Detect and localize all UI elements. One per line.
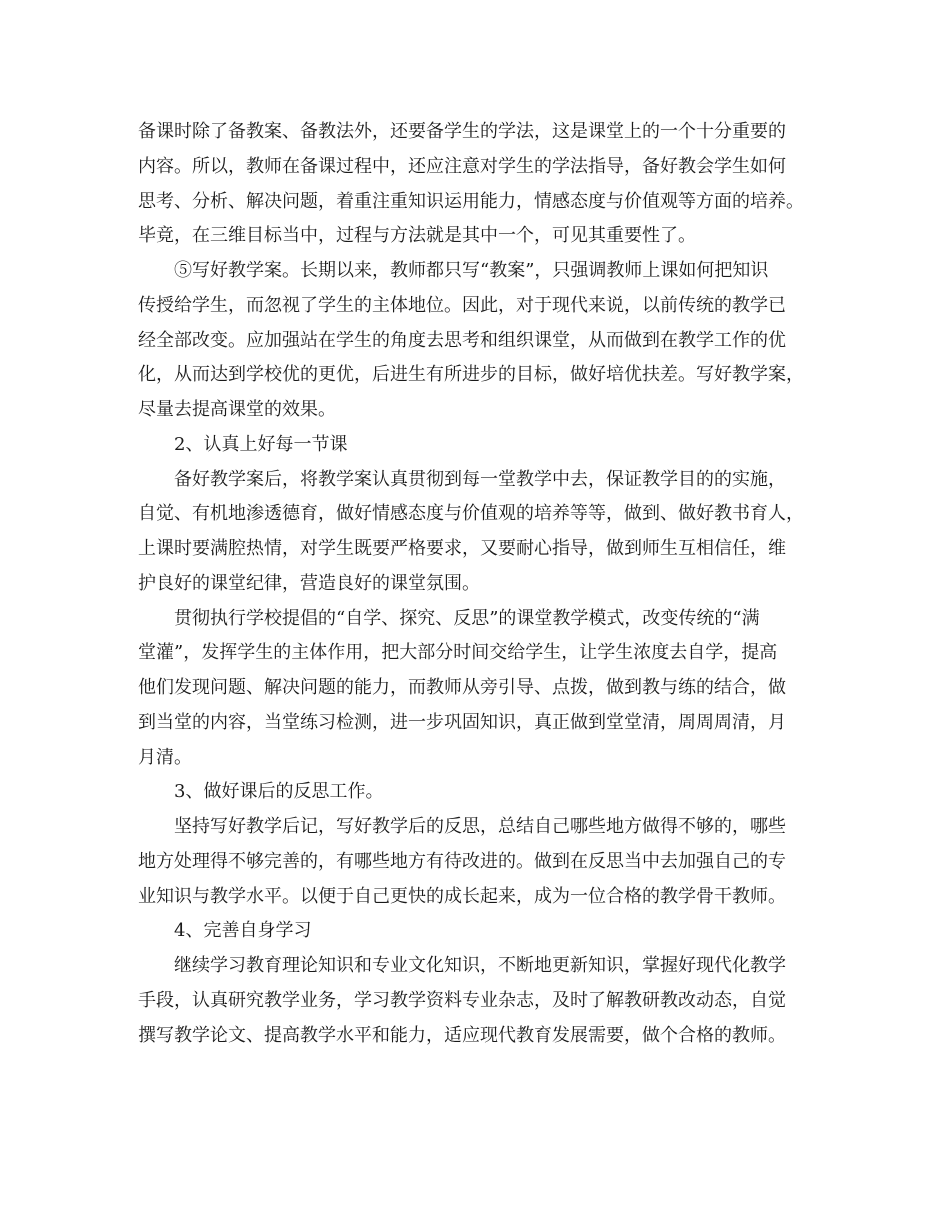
text-line: 毕竟，在三维目标当中，过程与方法就是其中一个，可见其重要性了。 <box>138 225 696 247</box>
text-line: 尽量去提高课堂的效果。 <box>138 399 336 420</box>
text-line: 手段，认真研究教学业务，学习教学资料专业杂志，及时了解教研教改动态，自觉 <box>138 989 786 1011</box>
text-line: 2、认真上好每一节课 <box>174 433 348 455</box>
text-line: 贯彻执行学校提倡的“自学、探究、反思”的课堂教学模式，改变传统的“满 <box>174 607 760 629</box>
text-line: 4、完善自身学习 <box>174 920 312 942</box>
text-line: 3、做好课后的反思工作。 <box>174 781 384 803</box>
text-line: 上课时要满腔热情，对学生既要严格要求，又要耐心指导，做到师生互相信任，维 <box>138 538 786 559</box>
text-line: 备好教学案后，将教学案认真贯彻到每一堂教学中去，保证教学目的的实施， <box>174 468 786 490</box>
text-line: 月清。 <box>138 746 192 768</box>
text-line: 地方处理得不够完善的，有哪些地方有待改进的。做到在反思当中去加强自己的专 <box>138 850 786 872</box>
text-line: 备课时除了备教案、备教法外，还要备学生的学法，这是课堂上的一个十分重要的 <box>138 121 786 142</box>
text-line: 坚持写好教学后记，写好教学后的反思，总结自己哪些地方做得不够的，哪些 <box>174 816 786 837</box>
text-line: 业知识与教学水平。以便于自己更快的成长起来，成为一位合格的教学骨干教师。 <box>138 885 786 907</box>
text-line: 继续学习教育理论知识和专业文化知识，不断地更新知识，掌握好现代化教学 <box>174 955 786 976</box>
text-line: 思考、分析、解决问题，着重注重知识运用能力，情感态度与价值观等方面的培养。 <box>138 190 804 212</box>
text-line: 化，从而达到学校优的更优，后进生有所进步的目标，做好培优扶差。写好教学案， <box>138 364 804 386</box>
document-body <box>138 115 818 1053</box>
text-line: 撰写教学论文、提高教学水平和能力，适应现代教育发展需要，做个合格的教师。 <box>138 1024 786 1046</box>
text-line: 到当堂的内容，当堂练习检测，进一步巩固知识，真正做到堂堂清，周周周清，月 <box>138 711 786 733</box>
text-line: 传授给学生，而忽视了学生的主体地位。因此，对于现代来说，以前传统的教学已 <box>138 294 786 316</box>
text-line: 护良好的课堂纪律，营造良好的课堂氛围。 <box>138 572 480 594</box>
text-line: 内容。所以，教师在备课过程中，还应注意对学生的学法指导，备好教会学生如何 <box>138 155 786 177</box>
text-line: ⑤写好教学案。长期以来，教师都只写“教案”，只强调教师上课如何把知识 <box>174 260 769 281</box>
text-line: 自觉、有机地渗透德育，做好情感态度与价值观的培养等等，做到、做好教书育人， <box>138 503 804 525</box>
text-line: 堂灌”，发挥学生的主体作用，把大部分时间交给学生，让学生浓度去自学，提高 <box>138 642 778 664</box>
text-line: 他们发现问题、解决问题的能力，而教师从旁引导、点拨，做到教与练的结合，做 <box>138 677 786 698</box>
text-line: 经全部改变。应加强站在学生的角度去思考和组织课堂，从而做到在教学工作的优 <box>138 329 786 351</box>
